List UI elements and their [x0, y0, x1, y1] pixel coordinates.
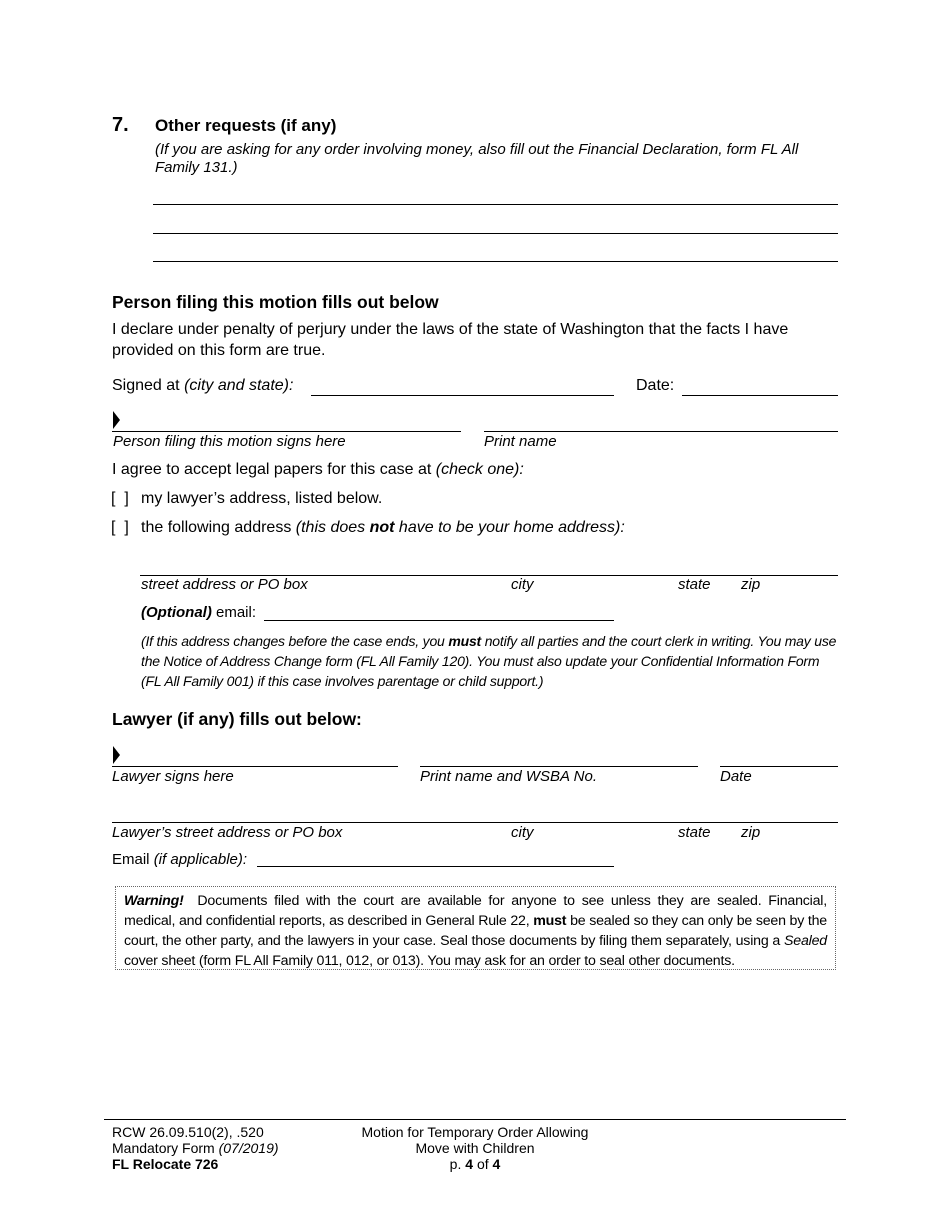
footer-page-number: p. 4 of 4 — [449, 1156, 501, 1172]
lawyer-zip-label: zip — [741, 824, 761, 841]
person-email-field[interactable] — [264, 620, 614, 621]
lawyer-date-label: Date — [720, 768, 752, 785]
footer-form-id: FL Relocate 726 — [112, 1156, 219, 1172]
signed-at-label: Signed at (city and state): — [112, 377, 294, 394]
street-label: street address or PO box — [141, 576, 308, 593]
lawyer-heading: Lawyer (if any) fills out below: — [112, 709, 362, 729]
lawyer-address-field[interactable] — [112, 822, 838, 823]
address-change-note: (If this address changes before the case ends, you must notify all parties and the court clerk in writing. You may use the Notice of Address Change form (FL All Family 120). You must also update your Confidential Information Form (FL All Family 001) if this case involves parentage or child support.) — [141, 633, 837, 689]
person-heading: Person filing this motion fills out below — [112, 292, 439, 312]
other-requests-line-2[interactable] — [153, 233, 838, 234]
person-sign-here-label: Person filing this motion signs here — [113, 433, 346, 450]
section-number: 7. — [112, 114, 129, 136]
lawyer-sign-here-label: Lawyer signs here — [112, 768, 234, 785]
footer-rcw: RCW 26.09.510(2), .520 — [112, 1124, 264, 1140]
footer-center — [325, 1124, 625, 1172]
date-field[interactable] — [682, 395, 838, 396]
footer-title-line1: Motion for Temporary Order Allowing — [361, 1124, 589, 1140]
footer-title-line2: Move with Children — [415, 1140, 535, 1156]
other-requests-line-3[interactable] — [153, 261, 838, 262]
other-requests-line-1[interactable] — [153, 204, 838, 205]
lawyer-email-label: Email (if applicable): — [112, 851, 248, 868]
declaration-text: I declare under penalty of perjury under the laws of the state of Washington that the facts I have provided on this form are true. — [112, 321, 789, 359]
footer-rule — [104, 1119, 846, 1120]
lawyer-email-field[interactable] — [257, 866, 614, 867]
section-title: Other requests (if any) — [155, 116, 337, 135]
option-lawyer-address: my lawyer’s address, listed below. — [141, 490, 383, 507]
zip-label: zip — [741, 576, 761, 593]
signed-at-field[interactable] — [311, 395, 614, 396]
signature-arrow-icon — [113, 411, 120, 429]
lawyer-signature-arrow-icon — [113, 746, 120, 764]
lawyer-print-name-field[interactable] — [420, 766, 698, 767]
lawyer-print-name-label: Print name and WSBA No. — [420, 768, 598, 785]
checkbox-following-address[interactable]: [ ] — [111, 519, 129, 536]
lawyer-city-label: city — [511, 824, 534, 841]
footer-left — [112, 1124, 279, 1172]
lawyer-date-field[interactable] — [720, 766, 838, 767]
warning-box: Warning! Documents filed with the court are available for anyone to see unless they are sealed. Financial, medical, and confidential reports, as described in General Rule 22, must be sealed so they can only be seen by the court, the other party, and the lawyers in your case. Seal those documents by filing them separately, using a Sealed cover sheet (form FL All Family 011, 012, or 013). You may ask for an order to seal other documents. — [115, 886, 836, 970]
lawyer-state-label: state — [678, 824, 711, 841]
state-label: state — [678, 576, 711, 593]
city-label: city — [511, 576, 534, 593]
person-print-name-field[interactable] — [484, 431, 838, 432]
date-label: Date: — [636, 377, 675, 394]
optional-email-label: (Optional) email: — [141, 604, 257, 621]
option-following-address: the following address (this does not have to be your home address): — [141, 519, 625, 536]
checkbox-lawyer-address[interactable]: [ ] — [111, 490, 129, 507]
person-print-name-label: Print name — [484, 433, 557, 450]
agree-text: I agree to accept legal papers for this case at (check one): — [112, 461, 524, 478]
footer-mandatory: Mandatory Form (07/2019) — [112, 1140, 279, 1156]
lawyer-street-label: Lawyer’s street address or PO box — [112, 824, 343, 841]
lawyer-signature-field[interactable] — [112, 766, 398, 767]
person-signature-field[interactable] — [112, 431, 461, 432]
section-instruction: (If you are asking for any order involving money, also fill out the Financial Declaration, form FL All Family 131.) — [155, 141, 799, 176]
